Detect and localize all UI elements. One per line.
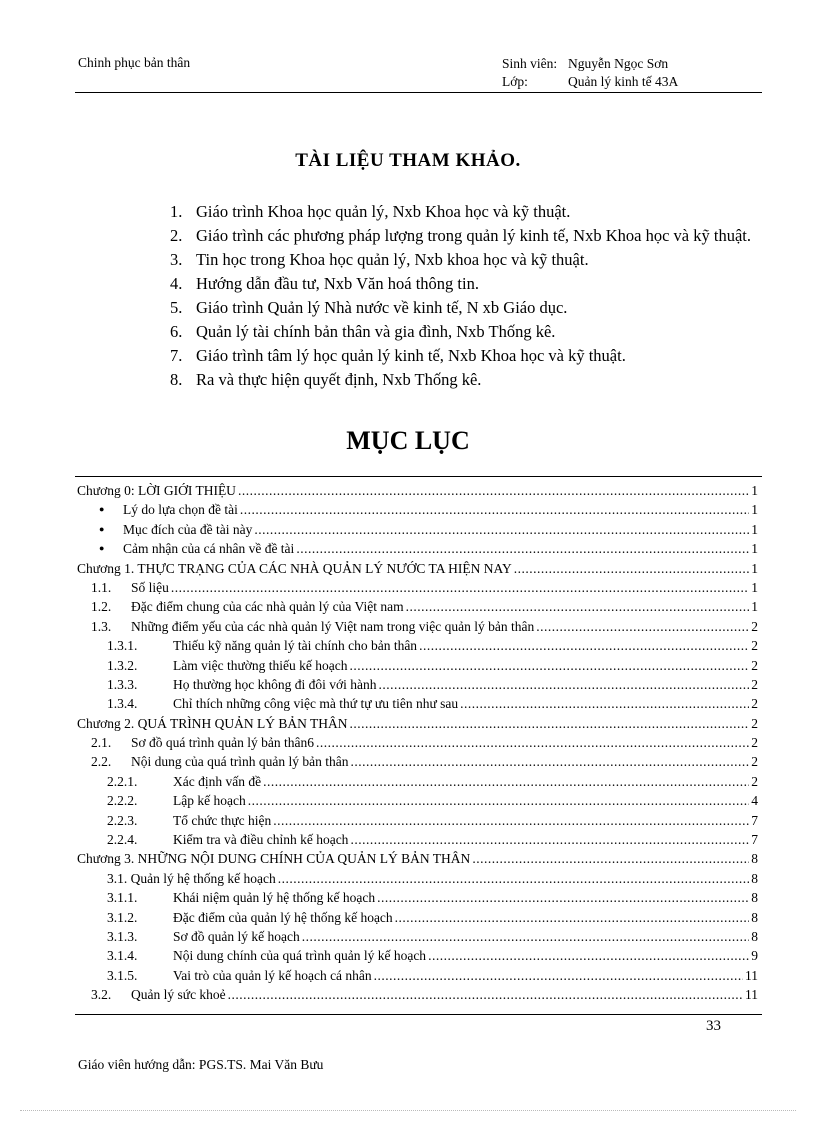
- toc-entry-page: 1: [751, 579, 758, 595]
- toc-entry-text: Vai trò của quản lý kế hoạch cá nhân: [173, 967, 372, 983]
- toc-dot-leader: [395, 908, 750, 927]
- bullet-icon: ●: [99, 543, 105, 554]
- toc-entry-lead: [77, 733, 314, 752]
- toc-entry-lead: [77, 578, 169, 597]
- toc-dot-leader: [263, 772, 749, 791]
- toc-entry-text: Kiểm tra và điều chỉnh kế hoạch: [173, 832, 349, 848]
- class-name: Quản lý kinh tế 43A: [568, 74, 679, 89]
- toc-dot-leader: [171, 578, 749, 597]
- toc-entry-text: Chương 1. THỰC TRẠNG CỦA CÁC NHÀ QUẢN LÝ NƯỚC TA HIỆN NAY: [77, 560, 512, 576]
- toc-entry-number: 3.2.: [91, 987, 112, 1003]
- toc-entry-lead: [77, 520, 252, 539]
- class-label: Lớp:: [502, 74, 528, 89]
- toc-entry-number: 3.1.4.: [107, 948, 138, 964]
- toc-entry-page: 1: [751, 560, 758, 576]
- toc-entry-text: Sơ đồ quá trình quản lý bản thân6: [131, 735, 314, 751]
- toc-dot-leader: [350, 830, 749, 849]
- toc-dot-leader: [374, 966, 743, 985]
- toc-entry-number: 3.1.1.: [107, 890, 138, 906]
- toc-dot-leader: [514, 559, 750, 578]
- toc-title: MỤC LỤC: [346, 426, 470, 455]
- toc-entry[interactable]: [77, 578, 758, 597]
- toc-entry-text: Xác định vấn đề: [173, 773, 262, 789]
- toc-entry-text: Làm việc thường thiếu kế hoạch: [173, 657, 348, 673]
- toc-entry-lead: [77, 714, 347, 733]
- toc-entry[interactable]: [77, 714, 758, 733]
- toc-entry[interactable]: [77, 830, 758, 849]
- toc-entry-page: 7: [751, 812, 758, 828]
- toc-entry-page: 4: [751, 793, 758, 809]
- toc-entry-text: Đặc điểm chung của các nhà quản lý của Việt nam: [131, 599, 404, 615]
- toc-entry-number: 1.3.1.: [107, 638, 138, 654]
- toc-entry-lead: [77, 694, 458, 713]
- reference-item: [170, 200, 770, 224]
- toc-entry[interactable]: [77, 636, 758, 655]
- reference-item: [170, 272, 770, 296]
- toc-entry-page: 1: [751, 541, 758, 557]
- toc-entry[interactable]: [77, 481, 758, 500]
- toc-entry-lead: [77, 597, 404, 616]
- toc-entry-number: 1.1.: [91, 579, 112, 595]
- toc-entry-lead: [77, 908, 393, 927]
- toc-entry-text: Lập kế hoạch: [173, 793, 246, 809]
- toc-entry-number: 1.2.: [91, 599, 112, 615]
- toc-entry[interactable]: [77, 772, 758, 791]
- toc-entry-lead: [77, 791, 246, 810]
- toc-entry-number: 3.1.3.: [107, 928, 138, 944]
- toc-top-rule: [75, 476, 762, 477]
- student-name: Nguyễn Ngọc Sơn: [568, 56, 669, 71]
- references-title: TÀI LIỆU THAM KHẢO.: [295, 150, 521, 171]
- toc-dot-leader: [419, 636, 749, 655]
- toc-dot-leader: [302, 927, 750, 946]
- toc-entry-number: 1.3.4.: [107, 696, 138, 712]
- toc-entry[interactable]: [77, 500, 758, 519]
- toc-entry-lead: [77, 888, 375, 907]
- toc-entry-text: Sơ đồ quản lý kế hoạch: [173, 928, 300, 944]
- references-list: [170, 200, 770, 392]
- toc-entry[interactable]: [77, 888, 758, 907]
- reference-text: Giáo trình Khoa học quản lý, Nxb Khoa học và kỹ thuật.: [196, 202, 571, 221]
- toc-entry[interactable]: [77, 675, 758, 694]
- toc-entry-text: Chỉ thích những công việc mà thứ tự ưu tiên như sau: [173, 696, 459, 712]
- toc-entry-text: Mục đích của đề tài này: [123, 521, 253, 537]
- toc-entry-page: 2: [751, 773, 758, 789]
- toc-dot-leader: [377, 888, 749, 907]
- toc-entry[interactable]: [77, 849, 758, 868]
- reference-item: [170, 344, 770, 368]
- toc-entry-lead: [77, 927, 300, 946]
- toc-entry-lead: [77, 481, 236, 500]
- reference-text: Ra và thực hiện quyết định, Nxb Thống kê.: [196, 370, 482, 389]
- toc-entry[interactable]: [77, 559, 758, 578]
- toc-entry-lead: [77, 946, 426, 965]
- toc-dot-leader: [248, 791, 750, 810]
- toc-entry-page: 8: [751, 870, 758, 886]
- toc-entry[interactable]: [77, 656, 758, 675]
- toc-entry-lead: [77, 772, 261, 791]
- toc-entry[interactable]: [77, 752, 758, 771]
- toc-entry-page: 1: [751, 521, 758, 537]
- toc-entry-page: 2: [751, 754, 758, 770]
- toc-entry-page: 8: [751, 851, 758, 867]
- reference-text: Giáo trình các phương pháp lượng trong quản lý kinh tế, Nxb Khoa học và kỹ thuật.: [196, 226, 751, 245]
- toc-entry-text: Cảm nhận của cá nhân về đề tài: [123, 541, 295, 557]
- toc-entry-page: 2: [751, 657, 758, 673]
- toc-entry[interactable]: [77, 985, 758, 1004]
- toc-entry-page: 2: [751, 676, 758, 692]
- reference-item: [170, 368, 770, 392]
- toc-dot-leader: [228, 985, 743, 1004]
- reference-number: 1.: [170, 202, 183, 221]
- toc-dot-leader: [254, 520, 749, 539]
- toc-entry-text: Lý do lựa chọn đề tài: [123, 502, 238, 518]
- toc-entry-page: 1: [751, 599, 758, 615]
- toc-entry-lead: [77, 811, 271, 830]
- toc-entry-number: 1.3.2.: [107, 657, 138, 673]
- toc-dot-leader: [240, 500, 749, 519]
- toc-entry-text: Chương 0: LỜI GIỚI THIỆU: [77, 483, 236, 498]
- toc-entry-page: 8: [751, 928, 758, 944]
- toc-entry-text: Đặc điểm của quản lý hệ thống kế hoạch: [173, 909, 393, 925]
- toc-entry-page: 2: [751, 735, 758, 751]
- student-label: Sinh viên:: [502, 56, 558, 71]
- footer-advisor: Giáo viên hướng dẫn: PGS.TS. Mai Văn Bưu: [78, 1057, 324, 1072]
- toc-entry-text: Số liệu: [131, 579, 169, 595]
- toc-entry[interactable]: [77, 908, 758, 927]
- toc-entry-page: 8: [751, 890, 758, 906]
- toc-dot-leader: [536, 617, 749, 636]
- toc-entry[interactable]: [77, 811, 758, 830]
- toc-entry-lead: [77, 656, 348, 675]
- reference-number: 6.: [170, 322, 183, 341]
- toc-dot-leader: [273, 811, 749, 830]
- header-student-info: [502, 55, 678, 91]
- toc-entry-text: Thiếu kỹ năng quản lý tài chính cho bản thân: [173, 638, 418, 654]
- reference-text: Tin học trong Khoa học quản lý, Nxb khoa học và kỹ thuật.: [196, 250, 589, 269]
- toc-entry[interactable]: [77, 617, 758, 636]
- header-title: Chinh phục bản thân: [78, 55, 191, 70]
- toc-dot-leader: [349, 714, 749, 733]
- toc-entry-text: Nội dung của quá trình quản lý bản thân: [131, 754, 349, 770]
- toc-entry-text: Những điểm yếu của các nhà quản lý Việt nam trong việc quản lý bản thân: [131, 618, 535, 634]
- toc-entry-text: Quản lý sức khoẻ: [131, 987, 226, 1003]
- toc-dot-leader: [296, 539, 749, 558]
- toc-entry-text: Tổ chức thực hiện: [173, 812, 272, 828]
- reference-item: [170, 320, 770, 344]
- toc-entry-text: Chương 2. QUÁ TRÌNH QUẢN LÝ BẢN THÂN: [77, 715, 348, 731]
- toc-entry[interactable]: [77, 539, 758, 558]
- toc-dot-leader: [460, 694, 749, 713]
- toc-entry-lead: [77, 675, 376, 694]
- toc-entry-lead: [77, 752, 348, 771]
- reference-number: 4.: [170, 274, 183, 293]
- toc-entry-text: Nội dung chính của quá trình quản lý kế hoạch: [173, 948, 427, 964]
- toc-entry-text: 3.1. Quản lý hệ thống kế hoạch: [107, 870, 276, 886]
- toc-entry-lead: [77, 500, 238, 519]
- toc-entry-page: 2: [751, 696, 758, 712]
- reference-number: 8.: [170, 370, 183, 389]
- toc-entry-number: 3.1.5.: [107, 967, 138, 983]
- toc-entry-number: 1.3.3.: [107, 676, 138, 692]
- toc-entry-page: 2: [751, 618, 758, 634]
- toc-entry-number: 2.2.2.: [107, 793, 138, 809]
- toc-entry[interactable]: [77, 946, 758, 965]
- toc-entry[interactable]: [77, 597, 758, 616]
- toc-entry-text: Chương 3. NHỮNG NỘI DUNG CHÍNH CỦA QUẢN LÝ BẢN THÂN: [77, 851, 471, 867]
- toc-entry-page: 2: [751, 715, 758, 731]
- toc-entry-number: 1.3.: [91, 618, 112, 634]
- toc-entry-page: 1: [751, 502, 758, 518]
- toc-entry-lead: [77, 636, 417, 655]
- toc-entry-lead: [77, 985, 226, 1004]
- toc-entry-page: 2: [751, 638, 758, 654]
- table-of-contents: [77, 481, 758, 1005]
- bullet-icon: ●: [99, 523, 105, 534]
- toc-entry-page: 9: [751, 948, 758, 964]
- toc-dot-leader: [278, 869, 750, 888]
- toc-entry[interactable]: [77, 694, 758, 713]
- toc-entry[interactable]: [77, 733, 758, 752]
- toc-entry[interactable]: [77, 869, 758, 888]
- toc-dot-leader: [472, 849, 749, 868]
- toc-entry-number: 2.1.: [91, 735, 112, 751]
- toc-entry-page: 8: [751, 909, 758, 925]
- toc-entry[interactable]: [77, 791, 758, 810]
- reference-text: Quản lý tài chính bản thân và gia đình, Nxb Thống kê.: [196, 322, 556, 341]
- reference-text: Hướng dẫn đầu tư, Nxb Văn hoá thông tin.: [196, 274, 479, 293]
- toc-entry-lead: [77, 617, 534, 636]
- toc-dot-leader: [350, 752, 749, 771]
- reference-item: [170, 248, 770, 272]
- toc-dot-leader: [350, 656, 750, 675]
- reference-item: [170, 296, 770, 320]
- toc-entry[interactable]: [77, 520, 758, 539]
- toc-entry-number: 2.2.1.: [107, 773, 138, 789]
- page-number: 33: [706, 1018, 721, 1034]
- toc-dot-leader: [378, 675, 749, 694]
- toc-entry-lead: [77, 849, 470, 868]
- reference-item: [170, 224, 770, 248]
- toc-entry-page: 7: [751, 832, 758, 848]
- reference-text: Giáo trình Quản lý Nhà nước về kinh tế, N xb Giáo dục.: [196, 298, 568, 317]
- toc-dot-leader: [316, 733, 749, 752]
- toc-dot-leader: [406, 597, 750, 616]
- toc-entry-lead: [77, 830, 348, 849]
- reference-number: 3.: [170, 250, 183, 269]
- toc-entry-number: 2.2.3.: [107, 812, 138, 828]
- reference-number: 7.: [170, 346, 183, 365]
- toc-entry-text: Họ thường học không đi đôi với hành: [173, 676, 377, 692]
- toc-dot-leader: [238, 481, 749, 500]
- toc-entry-lead: [77, 539, 294, 558]
- toc-entry-lead: [77, 869, 276, 888]
- toc-entry-page: 11: [745, 987, 758, 1003]
- header-rule: [75, 92, 762, 93]
- toc-entry-number: 2.2.: [91, 754, 112, 770]
- toc-bottom-rule: [75, 1014, 762, 1015]
- toc-entry-lead: [77, 966, 372, 985]
- toc-entry[interactable]: [77, 927, 758, 946]
- toc-dot-leader: [428, 946, 749, 965]
- toc-entry-lead: [77, 559, 512, 578]
- reference-number: 2.: [170, 226, 183, 245]
- toc-entry-number: 2.2.4.: [107, 832, 138, 848]
- toc-entry-page: 1: [751, 483, 758, 498]
- toc-entry-text: Khái niệm quản lý hệ thống kế hoạch: [173, 890, 376, 906]
- page-edge-divider: [20, 1110, 796, 1111]
- reference-text: Giáo trình tâm lý học quản lý kinh tế, Nxb Khoa học và kỹ thuật.: [196, 346, 626, 365]
- toc-entry-number: 3.1.2.: [107, 909, 138, 925]
- toc-entry-page: 11: [745, 967, 758, 983]
- bullet-icon: ●: [99, 504, 105, 515]
- toc-entry[interactable]: [77, 966, 758, 985]
- reference-number: 5.: [170, 298, 183, 317]
